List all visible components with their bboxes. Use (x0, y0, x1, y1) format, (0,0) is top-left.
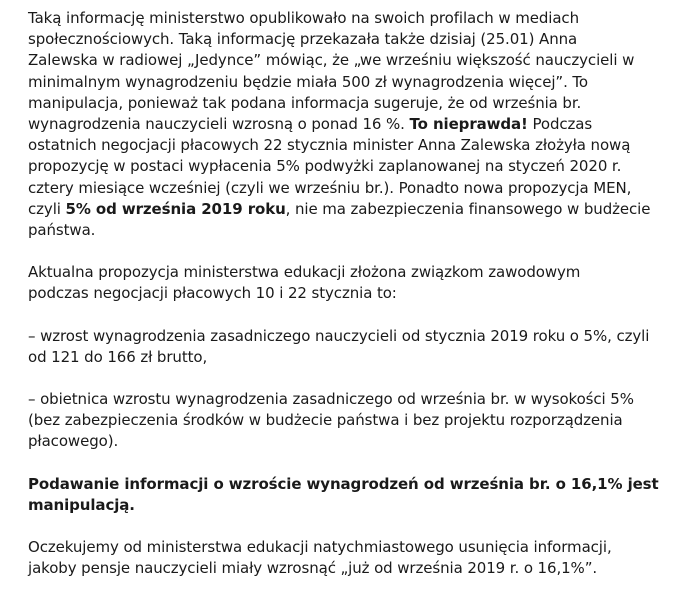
text-line: jakoby pensje nauczycieli miały wzrosnąć „już od września 2019 r. o 16,1%”. (28, 559, 598, 578)
text-line: – obietnica wzrostu wynagrodzenia zasadniczego od września br. w wysokości 5% (28, 390, 634, 409)
paragraph-expectation (28, 537, 668, 579)
text-line (28, 114, 668, 135)
bold-text-not-true: To nieprawda! (409, 115, 528, 134)
text-line: społecznościowych. Taką informację przekazała także dzisiaj (25.01) Anna (28, 30, 578, 49)
text-line: Aktualna propozycja ministerstwa edukacji złożona związkom zawodowym (28, 263, 581, 282)
text-line: cztery miesiące wcześniej (czyli we wrześniu br.). Ponadto nowa propozycja MEN, (28, 178, 632, 197)
text-line: – wzrost wynagrodzenia zasadniczego nauczycieli od stycznia 2019 roku o 5%, czyli (28, 326, 650, 345)
text-span: wynagrodzenia nauczycieli wzrosną o ponad 16 %. (28, 115, 410, 134)
text-line (28, 199, 668, 220)
list-item-salary-increase (28, 326, 668, 368)
paragraph-current-proposal (28, 262, 668, 304)
paragraph-manipulation-statement (28, 474, 668, 516)
text-span: , nie ma zabezpieczenia finansowego w budżecie (285, 199, 651, 218)
text-line: manipulacja, ponieważ tak podana informacja sugeruje, że od września br. (28, 93, 582, 112)
text-span: czyli (28, 199, 66, 218)
paragraph-ministry-info (28, 8, 668, 241)
bold-text-line: Podawanie informacji o wzroście wynagrodzeń od września br. o 16,1% jest (28, 474, 659, 493)
text-line: propozycję w postaci wypłacenia 5% podwyżki zaplanowanej na styczeń 2020 r. (28, 157, 622, 176)
text-line: (bez zabezpieczenia środków w budżecie państwa i bez projektu rozporządzenia (28, 411, 623, 430)
bold-text-five-percent: 5% od września 2019 roku (65, 199, 286, 218)
text-span: Podczas (527, 115, 593, 134)
text-line: Taką informację ministerstwo opublikowało na swoich profilach w mediach (28, 9, 579, 27)
text-line: podczas negocjacji płacowych 10 i 22 stycznia to: (28, 284, 397, 303)
text-line: ostatnich negocjacji płacowych 22 stycznia minister Anna Zalewska złożyła nową (28, 136, 631, 155)
document-body (28, 8, 668, 600)
text-line: państwa. (28, 221, 96, 240)
text-line: od 121 do 166 zł brutto, (28, 347, 208, 366)
text-line: Zalewska w radiowej „Jedynce” mówiąc, że „we wrześniu większość nauczycieli w (28, 51, 635, 70)
list-item-promise (28, 389, 668, 453)
text-line: Oczekujemy od ministerstwa edukacji natychmiastowego usunięcia informacji, (28, 538, 612, 557)
text-line: minimalnym wynagrodzeniu będzie miała 500 zł wynagrodzenia więcej”. To (28, 72, 588, 91)
bold-text-line: manipulacją. (28, 495, 135, 514)
text-line: płacowego). (28, 432, 119, 451)
